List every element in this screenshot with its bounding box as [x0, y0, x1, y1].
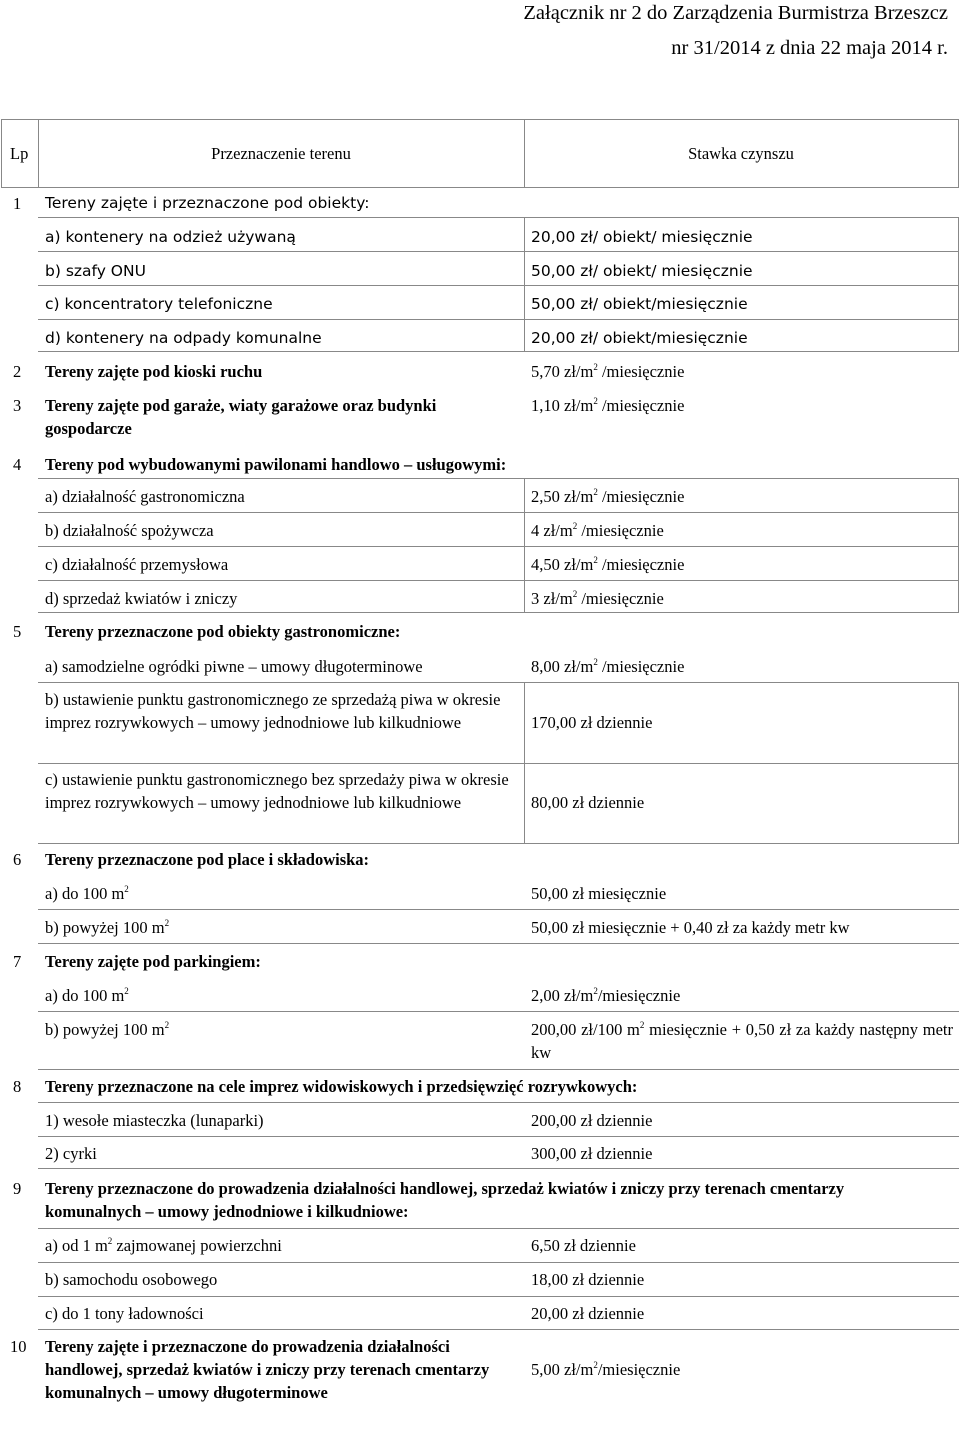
row-8-item-2-rate: 300,00 zł dziennie	[531, 1144, 653, 1163]
row-1-item-b-rate: 50,00 zł/ obiekt/ miesięcznie	[531, 262, 753, 280]
column-header-purpose: Przeznaczenie terenu	[211, 144, 351, 163]
row-3-title: Tereny zajęte pod garaże, wiaty garażowe oraz budynki gospodarcze	[45, 396, 437, 438]
row-2-title: Tereny zajęte pod kioski ruchu	[45, 362, 263, 381]
row-8-item-1-rate: 200,00 zł dziennie	[531, 1111, 653, 1130]
row-10-title: Tereny zajęte i przeznaczone do prowadzenia działalności handlowej, sprzedaż kwiatów i zniczy przy terenach cmentarzy komunalnych – umowy długoterminowe	[45, 1337, 490, 1402]
row-1-item-c: c) koncentratory telefoniczne	[45, 295, 273, 313]
row-4-item-c-rate: 4,50 $zł/m^2$ /miesięcznie	[531, 554, 685, 574]
row-4-item-d: d) sprzedaż kwiatów i zniczy	[45, 589, 238, 608]
row-10-rate: 5,00 $zł/m^2$/miesięcznie	[531, 1359, 681, 1379]
row-6-lp: 6	[13, 850, 22, 869]
row-3-lp: 3	[13, 396, 22, 415]
row-5-item-b: b) ustawienie punktu gastronomicznego ze sprzedażą piwa w okresie imprez rozrywkowych – umowy jednodniowe lub kilkudniowe	[45, 690, 501, 732]
row-4-title: Tereny pod wybudowanymi pawilonami handlowo – usługowymi:	[45, 455, 507, 474]
row-6-title: Tereny przeznaczone pod place i składowiska:	[45, 850, 370, 869]
row-8-lp: 8	[13, 1077, 22, 1096]
row-4-item-b: b) działalność spożywcza	[45, 521, 214, 540]
row-9-item-b: b) samochodu osobowego	[45, 1270, 218, 1289]
row-4-item-d-rate: 3 $zł/m^2$ /miesięcznie	[531, 588, 664, 608]
row-9-lp: 9	[13, 1179, 22, 1198]
row-4-item-a: a) działalność gastronomiczna	[45, 487, 245, 506]
row-9-item-b-rate: 18,00 zł dziennie	[531, 1270, 645, 1289]
row-6-item-b-rate: 50,00 zł miesięcznie + 0,40 zł za każdy metr kw	[531, 918, 850, 937]
row-9-item-c: c) do 1 tony ładowności	[45, 1304, 204, 1323]
row-7-item-a: a) do 100 $m^2$	[45, 985, 129, 1005]
column-header-rate: Stawka czynszu	[688, 144, 794, 163]
row-2-rate: 5,70 $zł/m^2$ /miesięcznie	[531, 361, 685, 381]
row-7-lp: 7	[13, 952, 22, 971]
annex-title: Załącznik nr 2 do Zarządzenia Burmistrza Brzeszcz	[523, 2, 948, 24]
row-5-item-c-rate: 80,00 zł dziennie	[531, 793, 645, 812]
row-7-item-b: b) powyżej 100 $m^2$	[45, 1019, 170, 1039]
row-1-item-a: a) kontenery na odzież używaną	[45, 228, 296, 246]
row-7-item-b-rate: 200,00 zł/100 $m^2$ miesięcznie + 0,50 zł za każdy następny metr kw	[531, 1019, 953, 1062]
row-2-lp: 2	[13, 362, 22, 381]
row-5-title: Tereny przeznaczone pod obiekty gastronomiczne:	[45, 622, 401, 641]
row-9-item-a: a) od 1 $m^2$ zajmowanej powierzchni	[45, 1235, 282, 1255]
row-4-lp: 4	[13, 455, 22, 474]
row-8-item-2: 2) cyrki	[45, 1144, 97, 1163]
row-1-item-d-rate: 20,00 zł/ obiekt/miesięcznie	[531, 329, 748, 347]
row-8-title: Tereny przeznaczone na cele imprez widowiskowych i przedsięwzięć rozrywkowych:	[45, 1077, 638, 1096]
row-6-item-b: b) powyżej 100 $m^2$	[45, 917, 170, 937]
row-10-lp: 10	[10, 1337, 27, 1356]
row-4-item-c: c) działalność przemysłowa	[45, 555, 229, 574]
row-1-title: Tereny zajęte i przeznaczone pod obiekty:	[45, 194, 370, 212]
row-5-item-c: c) ustawienie punktu gastronomicznego bez sprzedaży piwa w okresie imprez rozrywkowych – umowy jednodniowe lub kilkudniowe	[45, 770, 509, 812]
row-4-item-a-rate: 2,50 $zł/m^2$ /miesięcznie	[531, 486, 685, 506]
row-9-title: Tereny przeznaczone do prowadzenia działalności handlowej, sprzedaż kwiatów i zniczy przy terenach cmentarzy komunalnych – umowy jednodniowe i kilkudniowe:	[45, 1179, 845, 1221]
row-1-item-a-rate: 20,00 zł/ obiekt/ miesięcznie	[531, 228, 753, 246]
row-6-item-a: a) do 100 $m^2$	[45, 883, 129, 903]
row-7-title: Tereny zajęte pod parkingiem:	[45, 952, 261, 971]
annex-reference: nr 31/2014 z dnia 22 maja 2014 r.	[671, 37, 948, 59]
row-7-item-a-rate: 2,00 $zł/m^2$/miesięcznie	[531, 985, 681, 1005]
column-header-lp: Lp	[10, 144, 29, 163]
row-9-item-a-rate: 6,50 zł dziennie	[531, 1236, 636, 1255]
row-5-item-a-rate: 8,00 $zł/m^2$ /miesięcznie	[531, 656, 685, 676]
row-4-item-b-rate: 4 $zł/m^2$ /miesięcznie	[531, 520, 664, 540]
row-1-item-c-rate: 50,00 zł/ obiekt/miesięcznie	[531, 295, 748, 313]
row-1-item-b: b) szafy ONU	[45, 262, 146, 280]
row-8-item-1: 1) wesołe miasteczka (lunaparki)	[45, 1111, 264, 1130]
row-6-item-a-rate: 50,00 zł miesięcznie	[531, 884, 667, 903]
row-5-item-b-rate: 170,00 zł dziennie	[531, 713, 653, 732]
row-5-item-a: a) samodzielne ogródki piwne – umowy długoterminowe	[45, 657, 423, 676]
row-1-item-d: d) kontenery na odpady komunalne	[45, 329, 322, 347]
row-3-rate: 1,10 $zł/m^2$ /miesięcznie	[531, 395, 685, 415]
row-5-lp: 5	[13, 622, 22, 641]
row-1-lp: 1	[13, 194, 22, 213]
row-9-item-c-rate: 20,00 zł dziennie	[531, 1304, 645, 1323]
